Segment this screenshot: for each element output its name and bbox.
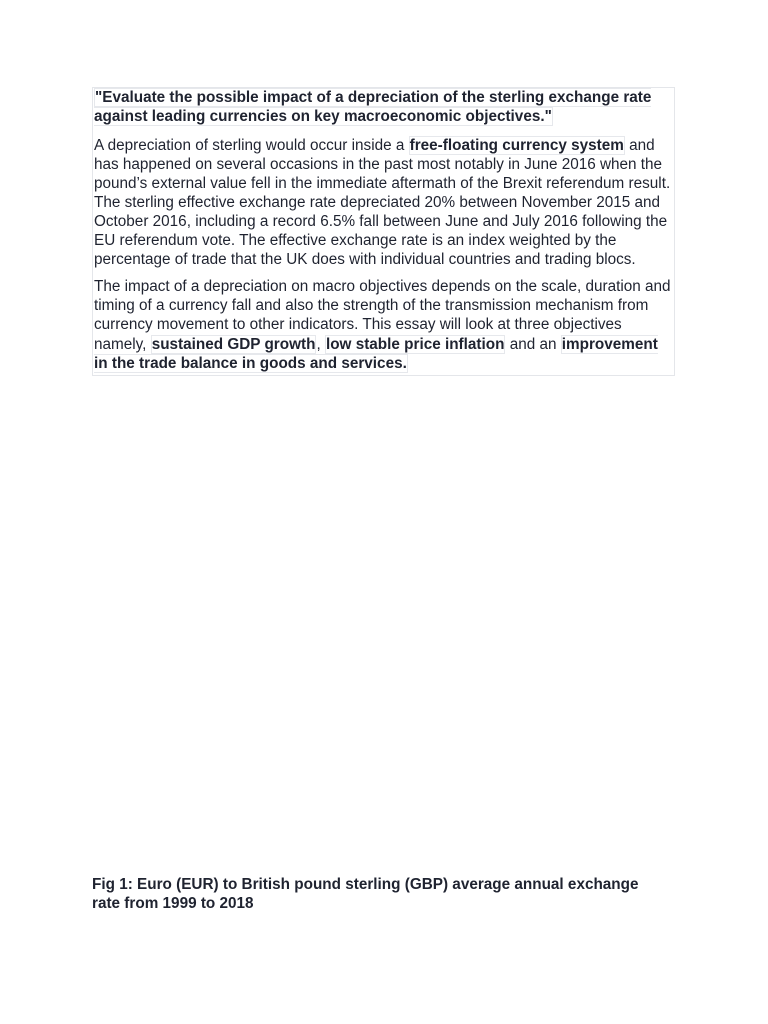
separator-text: and an <box>505 335 561 353</box>
key-term-price-inflation: low stable price inflation <box>325 335 505 353</box>
key-term-gdp-growth: sustained GDP growth <box>151 335 316 353</box>
paragraph-introduction <box>94 136 674 270</box>
essay-question-text: "Evaluate the possible impact of a depreciation of the sterling exchange rate against leading currencies on key macroeconomic objectives." <box>94 89 652 126</box>
key-term-trade-balance: improvement in the trade balance in goods and services. <box>94 335 658 372</box>
essay-text-box <box>92 87 675 376</box>
essay-question-title <box>94 88 674 127</box>
figure-caption: Fig 1: Euro (EUR) to British pound sterling (GBP) average annual exchange rate from 1999 to 2018 <box>92 876 639 913</box>
paragraph-text: The impact of a depreciation on macro objectives depends on the scale, duration and timing of a currency fall and also the strength of the transmission mechanism from currency movement to other indicators. This essay will look at three objectives namely, <box>94 278 671 353</box>
paragraph-text: and has happened on several occasions in the past most notably in June 2016 when the pound’s external value fell in the immediate aftermath of the Brexit referendum result. The sterling effective exchange rate depreciated 20% between November 2015 and October 2016, including a record 6.5% fall between June and July 2016 following the EU referendum vote. The effective exchange rate is an index weighted by the percentage of trade that the UK does with individual countries and trading blocs. <box>94 136 671 269</box>
separator-text: , <box>316 335 325 353</box>
paragraph-text: A depreciation of sterling would occur inside a <box>94 136 409 154</box>
paragraph-objectives <box>94 277 674 372</box>
key-term-free-floating: free-floating currency system <box>409 136 624 154</box>
